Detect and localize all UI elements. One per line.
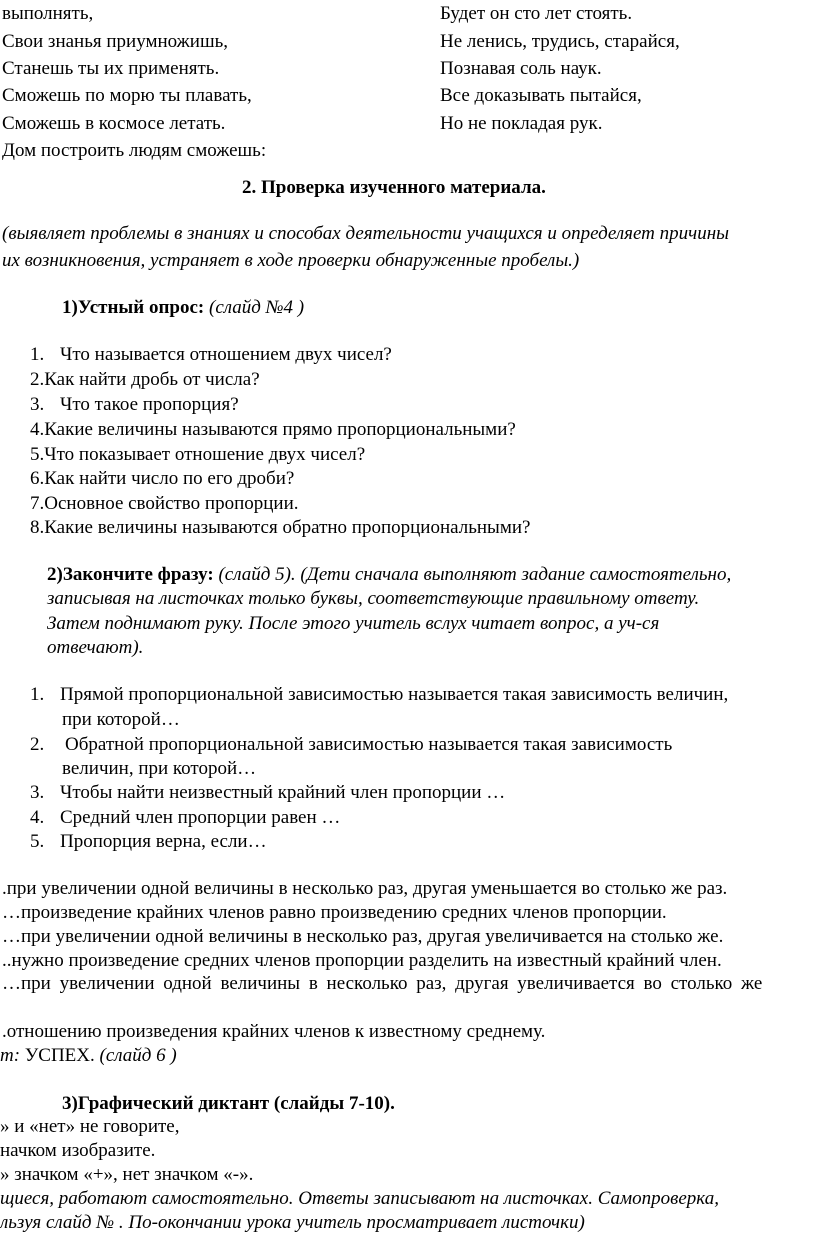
finish-instruction-line-4: отвечают). — [47, 637, 144, 658]
finish-item-1 — [30, 683, 728, 707]
poem-left-line-4: Сможешь по морю ты плавать, — [2, 85, 252, 106]
oral-item-3 — [30, 393, 239, 417]
oral-item-1 — [30, 343, 392, 367]
answer-line-2: …произведение крайних членов равно произведению средних членов пропорции. — [2, 902, 667, 923]
finish-item-3 — [30, 781, 505, 805]
finish-item-text: Прямой пропорциональной зависимостью называется такая зависимость величин, — [60, 684, 729, 705]
finish-item-text: Обратной пропорциональной зависимостью называется такая зависимость — [65, 734, 673, 755]
poem-left-line-6: Дом построить людям сможешь: — [2, 140, 267, 161]
poem-left-line-1: выполнять, — [2, 3, 94, 24]
poem-right-line-4: Все доказывать пытайся, — [440, 85, 642, 106]
finish-item-2 — [30, 733, 672, 757]
result-label: т: — [0, 1045, 21, 1066]
oral-heading — [62, 296, 304, 320]
oral-item-text: 8.Какие величины называются обратно пропорциональными? — [30, 517, 531, 538]
oral-item-number: 1. — [30, 344, 45, 365]
finish-instruction-first: (слайд 5). (Дети сначала выполняют задание самостоятельно, — [218, 564, 732, 585]
poem-right-line-5: Но не покладая рук. — [440, 113, 603, 134]
poem-left-line-3: Станешь ты их применять. — [2, 58, 220, 79]
oral-item-5 — [30, 443, 365, 467]
dictation-line-1: » и «нет» не говорите, — [0, 1116, 180, 1137]
dictation-line-2: начком изобразите. — [0, 1140, 156, 1161]
result-line — [0, 1044, 177, 1068]
oral-item-text: 2.Как найти дробь от числа? — [30, 369, 260, 390]
section-note-line-1: (выявляет проблемы в знаниях и способах деятельности учащихся и определяет причины — [2, 223, 730, 244]
oral-item-7 — [30, 492, 299, 516]
finish-item-4 — [30, 806, 340, 830]
finish-item-number: 5. — [30, 831, 45, 852]
oral-item-text: Что называется отношением двух чисел? — [60, 344, 392, 365]
oral-item-text: 7.Основное свойство пропорции. — [30, 493, 299, 514]
finish-instruction-line-3: Затем поднимают руку. После этого учитель вслух читает вопрос, а уч-ся — [47, 613, 660, 634]
finish-item-number: 2. — [30, 734, 45, 755]
finish-item-number: 1. — [30, 684, 45, 705]
result-value: УСПЕХ. — [24, 1045, 95, 1066]
finish-item-number: 4. — [30, 807, 45, 828]
oral-label: 1)Устный опрос: — [62, 297, 205, 318]
answer-line-1: .при увеличении одной величины в несколько раз, другая уменьшается во столько же раз. — [2, 878, 728, 899]
dictation-note-line-1: щиеся, работают самостоятельно. Ответы записывают на листочках. Самопроверка, — [0, 1188, 719, 1209]
poem-right-line-3: Познавая соль наук. — [440, 58, 602, 79]
oral-item-6 — [30, 467, 294, 491]
dictation-heading: 3)Графический диктант (слайды 7-10). — [62, 1093, 395, 1114]
poem-left-line-5: Сможешь в космосе летать. — [2, 113, 226, 134]
oral-item-number: 3. — [30, 394, 45, 415]
finish-item-5 — [30, 830, 267, 854]
dictation-note-line-2: льзуя слайд № . По-окончании урока учитель просматривает листочки) — [0, 1212, 585, 1233]
oral-item-text: 4.Какие величины называются прямо пропорциональными? — [30, 419, 516, 440]
oral-item-4 — [30, 418, 516, 442]
oral-item-text: Что такое пропорция? — [60, 394, 239, 415]
oral-item-text: 6.Как найти число по его дроби? — [30, 468, 295, 489]
finish-item-text: Чтобы найти неизвестный крайний член пропорции … — [60, 782, 506, 803]
finish-item-text: Средний член пропорции равен … — [60, 807, 341, 828]
section-note-line-2: их возникновения, устраняет в ходе проверки обнаруженные пробелы.) — [2, 250, 580, 271]
answer-line-5: …при увеличении одной величины в несколько раз, другая увеличивается во столько же — [2, 973, 763, 994]
poem-left-line-2: Свои знанья приумножишь, — [2, 31, 229, 52]
oral-slide: (слайд №4 ) — [209, 297, 305, 318]
finish-item-number: 3. — [30, 782, 45, 803]
dictation-line-3: » значком «+», нет значком «-». — [0, 1164, 254, 1185]
poem-right-line-1: Будет он сто лет стоять. — [440, 3, 633, 24]
finish-label: 2)Закончите фразу: — [47, 564, 214, 585]
answer-line-4: ..нужно произведение средних членов пропорции разделить на известный крайний член. — [2, 950, 722, 971]
section-heading: 2. Проверка изученного материала. — [242, 177, 546, 198]
answer-line-last: .отношению произведения крайних членов к известному среднему. — [2, 1021, 546, 1042]
poem-right-line-2: Не ленись, трудись, старайся, — [440, 31, 680, 52]
finish-item-2-cont: величин, при которой… — [62, 758, 257, 779]
finish-item-text: Пропорция верна, если… — [60, 831, 267, 852]
finish-instruction-line-2: записывая на листочках только буквы, соответствующие правильному ответу. — [47, 588, 700, 609]
finish-heading — [47, 563, 731, 587]
result-slide: (слайд 6 ) — [99, 1045, 177, 1066]
oral-item-8 — [30, 516, 530, 540]
answer-line-3: …при увеличении одной величины в несколько раз, другая увеличивается на столько же. — [2, 926, 724, 947]
finish-item-1-cont: при которой… — [62, 709, 180, 730]
oral-item-2 — [30, 368, 260, 392]
oral-item-text: 5.Что показывает отношение двух чисел? — [30, 444, 366, 465]
